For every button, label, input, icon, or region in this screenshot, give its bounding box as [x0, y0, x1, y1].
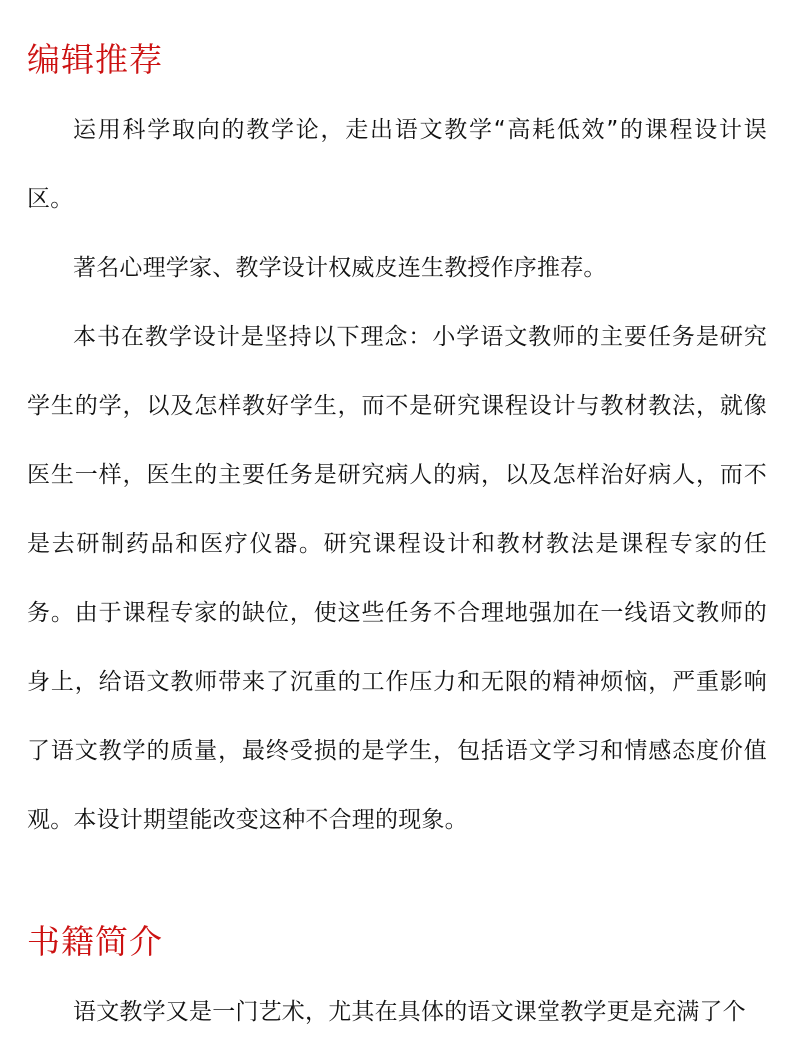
introduction-paragraph-1: 语文教学又是一门艺术，尤其在具体的语文课堂教学更是充满了个 — [73, 999, 746, 1025]
recommendation-paragraph-1: 运用科学取向的教学论，走出语文教学“高耗低效”的课程设计误区。 — [27, 117, 767, 212]
recommendation-paragraph-3: 本书在教学设计是坚持以下理念：小学语文教师的主要任务是研究学生的学，以及怎样教好学生，而不是研究课程设计与教材教法，就像医生一样，医生的主要任务是研究病人的病，以及怎样治好病人，而不是去研制药品和医疗仪器。研究课程设计和教材教法是课程专家的任务。由于课程专家的缺位，使这些任务不合理地强加在一线语文教师的身上，给语文教师带来了沉重的工作压力和无限的精神烦恼，严重影响了语文教学的质量，最终受损的是学生，包括语文学习和情感态度价值观。本设计期望能改变这种不合理的现象。 — [27, 324, 767, 833]
editor-recommendation-heading: 编辑推荐 — [27, 40, 163, 79]
book-introduction-heading: 书籍简介 — [27, 922, 163, 961]
recommendation-paragraph-2: 著名心理学家、教学设计权威皮连生教授作序推荐。 — [73, 255, 607, 281]
